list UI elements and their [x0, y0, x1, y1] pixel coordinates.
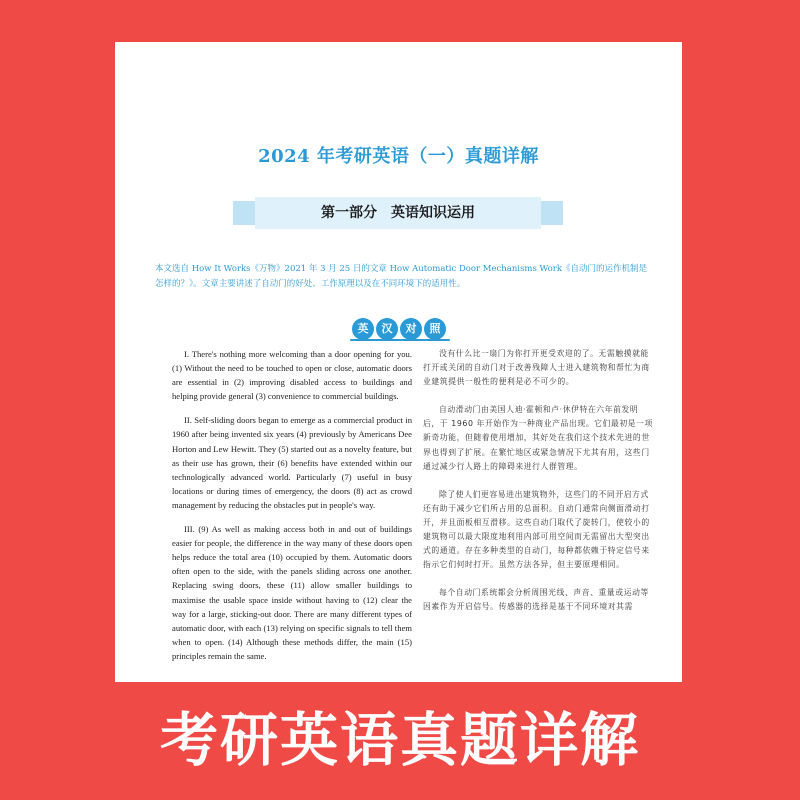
banner-title: 考研英语真题详解 — [159, 706, 640, 774]
chinese-paragraph-3: 除了使人们更容易进出建筑物外，这些门的不同开启方式还有助于减少它们所占用的总面积。自动门通常向侧面滑动打开，并且面板相互滑移。这些自动门取代了旋转门，使较小的建筑物可以最大限度地利用内部可用空间而无需留出大型突出式的通道。存在多种类型的自动门，每种都依赖于特定信号来指示它们何时打开。虽然方法各异，但主要原理相同。 — [423, 489, 650, 570]
intro-text: 本文选自 How It Works《万物》2021 年 3 月 25 日的文章 How Automatic Door Mechanisms Work《自动门的运作机制是怎样的？》。文章主要讲述了自动门的好处、工作原理以及在不同环境下的适用性。 — [155, 264, 648, 289]
english-paragraph-1: I. There's nothing more welcoming than a door opening for you. (1) Without the need to be touched to open or close, automatic doors are essential in (2) improving disabled access to buildings and helping provide general (3) convenience to commercial buildings. — [172, 349, 412, 402]
tag-underline — [350, 339, 450, 341]
english-column — [172, 347, 412, 673]
bilingual-comparison-tag — [350, 315, 450, 341]
chinese-paragraph-1: 没有什么比一扇门为你打开更受欢迎的了。无需触摸就能打开或关闭的自动门对于改善残障人士进入建筑物和帮忙为商业建筑提供一般性的便利是必不可少的。 — [423, 349, 650, 387]
tag-char-1: 英 — [352, 318, 374, 340]
page-title: 2024 年考研英语（一）真题详解 — [258, 146, 539, 167]
english-paragraph-3: III. (9) As well as making access both in and out of buildings easier for people, the difference in the way many of these doors open helps reduce the total area (10) occupied by them. Automatic doors often open to the side, with the panels sliding across one another. Replacing swing doors, these (11) allow smaller buildings to maximise the usable space inside without having to (12) clear the way for a large, sticking-out door. There are many different types of automatic door, with each (13) relying on specific signals to tell them when to open. (14) Although these methods differ, the main (15) principles remain the same. — [172, 524, 412, 661]
chinese-paragraph-4: 每个自动门系统都会分析周围光线、声音、重量或运动等因素作为开启信号。传感器的选择是基于不同环境对其需 — [423, 588, 649, 612]
section-heading: 第一部分 英语知识运用 — [321, 205, 475, 221]
tag-char-2: 汉 — [376, 318, 398, 340]
chinese-paragraph-2: 自动滑动门由美国人迪·霍顿和卢·休伊特在六年前发明后，于 1960 年开始作为一种商业产品出现。它们最初是一项新奇功能，但随着使用增加，其好处在我们这个技术先进的世界也得到了扩展。在繁忙地区或紧急情况下尤其有用，这些门通过减少行人路上的障碍来进行人群管理。 — [423, 405, 653, 471]
english-paragraph-2: II. Self-sliding doors began to emerge as a commercial product in 1960 after being invented six years (4) previously by Americans Dee Horton and Lew Hewitt. They (5) started out as a novelty feature, but as their use has grown, their (6) benefits have extended within our technologically advanced world. Particularly (7) useful in busy locations or during times of emergency, the doors (8) act as crowd management by reducing the obstacles put in people's way. — [172, 415, 412, 510]
section-banner — [233, 197, 563, 229]
tag-char-3: 对 — [400, 318, 422, 340]
chinese-column — [423, 347, 653, 629]
document-page — [115, 42, 682, 682]
tag-char-4: 照 — [424, 318, 446, 340]
